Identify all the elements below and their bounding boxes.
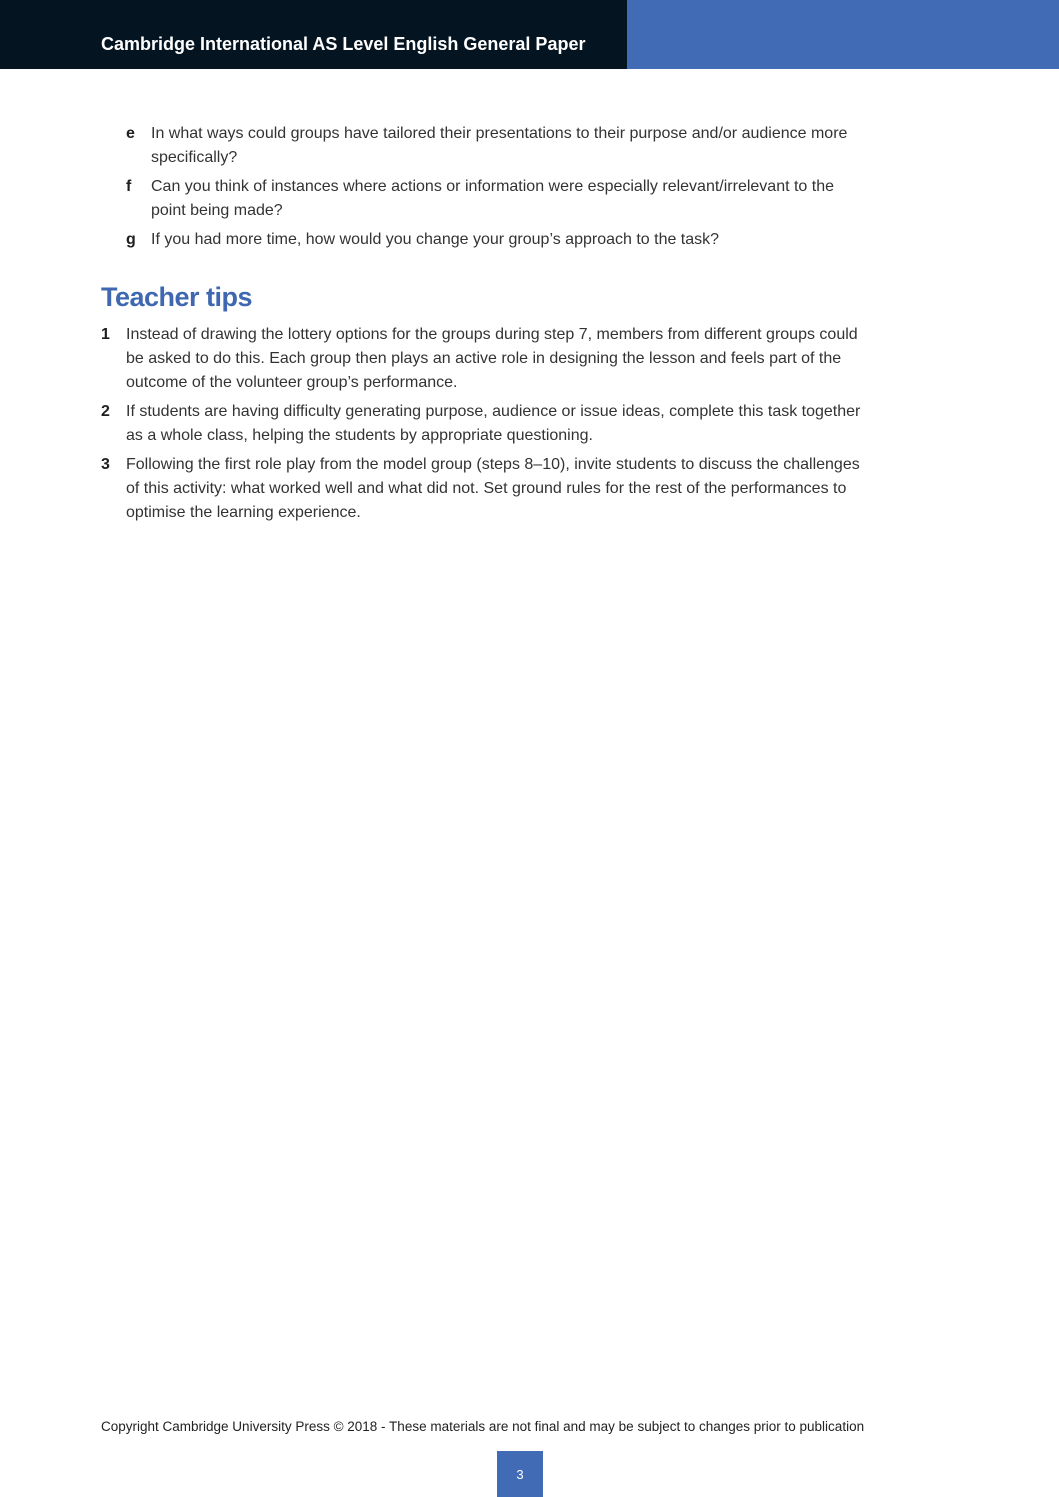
question-text: Can you think of instances where actions or information were especially relevant/irrelevant to the point being made? [151, 178, 835, 219]
tip-number: 1 [101, 326, 110, 343]
tip-number: 2 [101, 403, 110, 420]
copyright-notice: Copyright Cambridge University Press © 2018 - These materials are not final and may be subject to changes prior to publication [101, 1419, 865, 1434]
page-number-badge: 3 [497, 1451, 543, 1497]
tip-number: 3 [101, 456, 110, 473]
page-header [0, 0, 1059, 69]
teacher-tips-list [101, 323, 866, 530]
teacher-tips-heading: Teacher tips [101, 282, 253, 312]
tip-item [101, 453, 866, 525]
header-accent-band [627, 0, 1059, 69]
question-marker: e [126, 125, 135, 142]
question-marker: f [126, 178, 132, 195]
question-list [126, 122, 866, 257]
tip-item [101, 400, 866, 448]
question-text: In what ways could groups have tailored their presentations to their purpose and/or audience more specifically? [151, 125, 848, 166]
question-text: If you had more time, how would you change your group’s approach to the task? [151, 231, 720, 248]
tip-item [101, 323, 866, 395]
question-marker: g [126, 231, 136, 248]
tip-text: Instead of drawing the lottery options for the groups during step 7, members from different groups could be asked to do this. Each group then plays an active role in designing the lesson and feels part of the outcome of the volunteer group’s performance. [126, 326, 858, 391]
tip-text: If students are having difficulty generating purpose, audience or issue ideas, complete this task together as a whole class, helping the students by appropriate questioning. [126, 403, 861, 444]
question-item [126, 175, 866, 223]
tip-text: Following the first role play from the model group (steps 8–10), invite students to discuss the challenges of this activity: what worked well and what did not. Set ground rules for the rest of the performances to optimise the learning experience. [126, 456, 860, 521]
header-title: Cambridge International AS Level English General Paper [101, 34, 586, 54]
question-item [126, 228, 866, 252]
question-item [126, 122, 866, 170]
